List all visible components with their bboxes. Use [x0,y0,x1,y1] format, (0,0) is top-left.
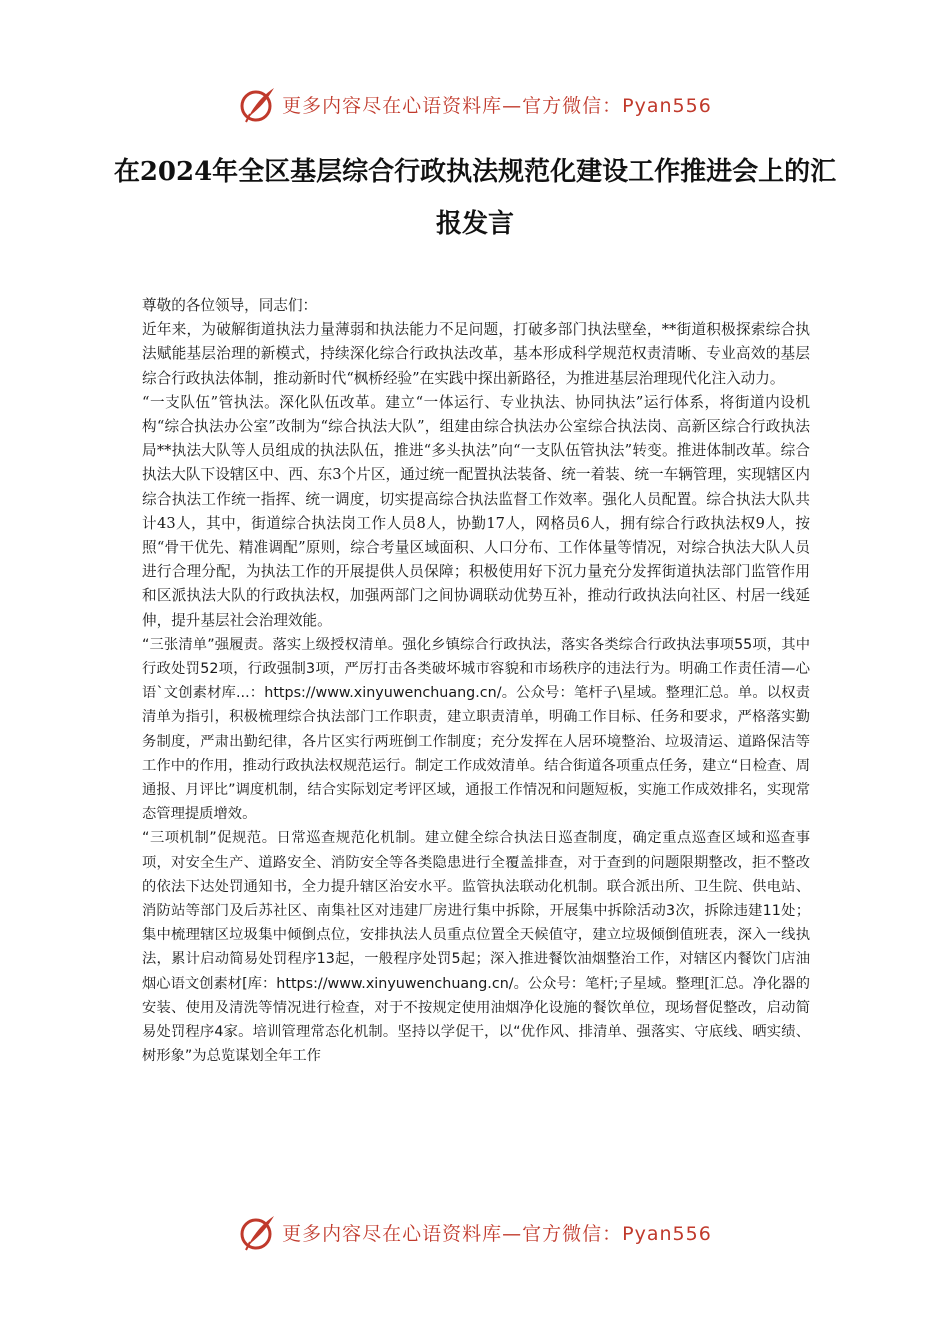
document-title: 在2024年全区基层综合行政执法规范化建设工作推进会上的汇报发言 [113,157,837,239]
section-three-paragraph: “三项机制”促规范。日常巡查规范化机制。建立健全综合执法日巡查制度，确定重点巡查区域和巡查事项，对安全生产、道路安全、消防安全等各类隐患进行全覆盖排查，对于查到的问题限期整改，拒不整改的依法下达处罚通知书，全力提升辖区治安水平。监管执法联动化机制。联合派出所、卫生院、供电站、消防站等部门及后苏社区、南集社区对违建厂房进行集中拆除，开展集中拆除活动3次，拆除违建11处；集中梳理辖区垃圾集中倾倒点位，安排执法人员重点位置全天候值守，建立垃圾倾倒值班表，深入一线执法，累计启动简易处罚程序13起，一般程序处罚5起；深入推进餐饮油烟整治工作，对辖区内餐饮门店油烟心语文创素材[库：https://www.xinyuwenchuang.cn/。公众号：笔杆;子星域。整理[汇总。净化器的安装、使用及清洗等情况进行检查，对于不按规定使用油烟净化设施的餐饮单位，现场督促整改，启动简易处罚程序4家。培训管理常态化机制。坚持以学促干，以“优作风、排清单、强落实、守底线、晒实绩、树形象”为总览谋划全年工作 [142,830,810,1065]
section-two-paragraph: “三张清单”强履责。落实上级授权清单。强化乡镇综合行政执法，落实各类综合行政执法事项55项，其中行政处罚52项，行政强制3项，严厉打击各类破坏城市容貌和市场秩序的违法行为。明确工作责任清—心语`文创素材库...：https://www.xinyuwenchuang.cn/。公众号：笔杆子\星域。整理汇总。单。以权责清单为指引，积极梳理综合执法部门工作职责，建立职责清单，明确工作目标、任务和要求，严格落实勤务制度，严肃出勤纪律，各片区实行两班倒工作制度；充分发挥在人居环境整治、垃圾清运、道路保洁等工作中的作用，推动行政执法权规范运行。制定工作成效清单。结合街道各项重点任务，建立“日检查、周通报、月评比”调度机制，结合实际划定考评区域，通报工作情况和问题短板，实施工作成效排名，实现常态管理提质增效。 [142,636,810,823]
banner-text: 更多内容尽在心语资料库—官方微信：Pyan556 [282,94,712,117]
top-banner [0,80,950,128]
bottom-banner [0,1208,950,1256]
salutation: 尊敬的各位领导，同志们： [142,297,318,314]
quill-in-circle-icon [238,1212,278,1252]
banner-text: 更多内容尽在心语资料库—官方微信：Pyan556 [282,1222,712,1245]
quill-in-circle-icon [238,84,278,124]
document-body [142,294,810,1069]
intro-paragraph: 近年来，为破解街道执法力量薄弱和执法能力不足问题，打破多部门执法壁垒，**街道积极探索综合执法赋能基层治理的新模式，持续深化综合行政执法改革，基本形成科学规范权责清晰、专业高效的基层综合行政执法体制，推动新时代“枫桥经验”在实践中探出新路径，为推进基层治理现代化注入动力。 [142,321,810,387]
section-one-paragraph: “一支队伍”管执法。深化队伍改革。建立“一体运行、专业执法、协同执法”运行体系，将街道内设机构“综合执法办公室”改制为“综合执法大队”，组建由综合执法办公室综合执法岗、高新区综合行政执法局**执法大队等人员组成的执法队伍，推进“多头执法”向“一支队伍管执法”转变。推进体制改革。综合执法大队下设辖区中、西、东3个片区，通过统一配置执法装备、统一着装、统一车辆管理，实现辖区内综合执法工作统一指挥、统一调度，切实提高综合执法监督工作效率。强化人员配置。综合执法大队共计43人，其中，街道综合执法岗工作人员8人，协勤17人，网格员6人，拥有综合行政执法权9人，按照“骨干优先、精准调配”原则，综合考量区域面积、人口分布、工作体量等情况，对综合执法大队人员进行合理分配，为执法工作的开展提供人员保障；积极使用好下沉力量充分发挥街道执法部门监管作用和区派执法大队的行政执法权，加强两部门之间协调联动优势互补，推动行政执法向社区、村居一线延伸，提升基层社会治理效能。 [142,393,810,629]
